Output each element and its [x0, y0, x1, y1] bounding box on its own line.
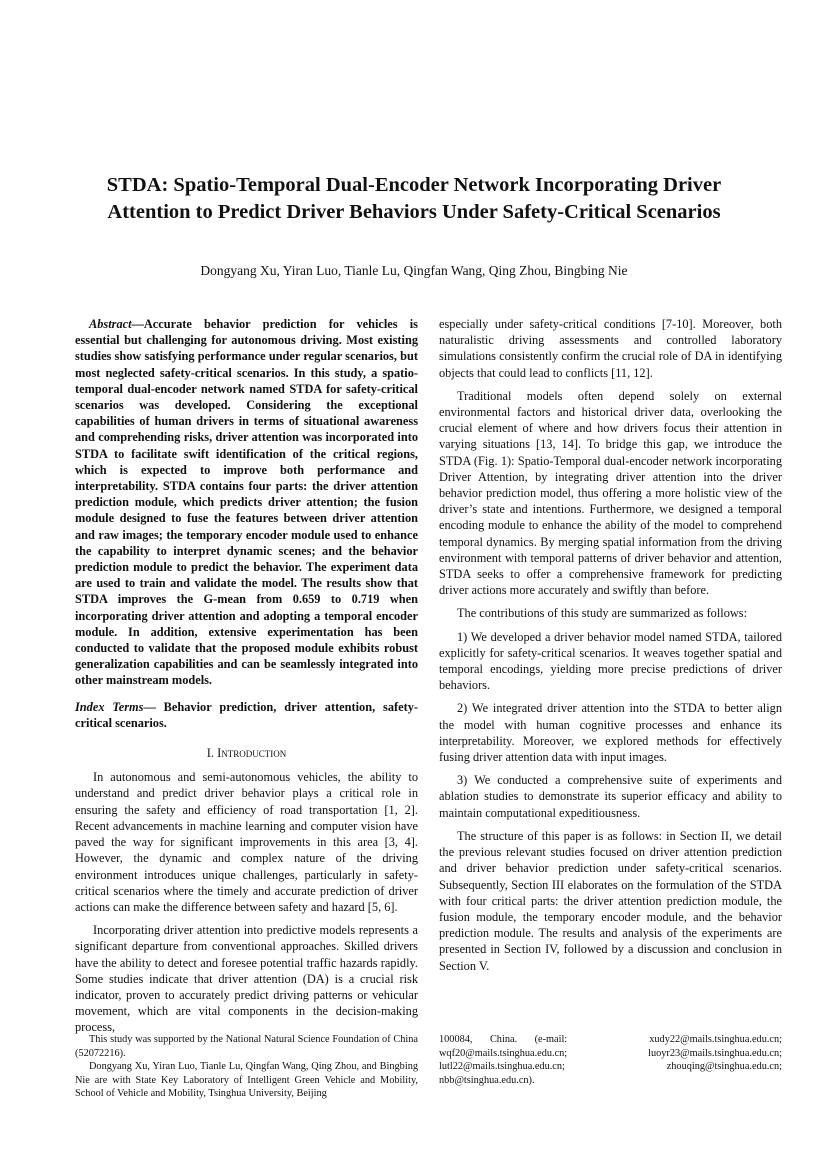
email-line-1-left [439, 1033, 567, 1047]
footnote-affiliation: Dongyang Xu, Yiran Luo, Tianle Lu, Qingfan Wang, Qing Zhou, and Bingbing Nie are with State Key Laboratory of Intelligent Green Vehicle and Mobility, School of Vehicle and Mobility, Tsinghua University, Beijing [75, 1061, 418, 1100]
left-column [75, 316, 418, 1043]
email-open: (e-mail: [534, 1034, 568, 1045]
paragraph: especially under safety-critical conditions [7-10]. Moreover, both naturalistic driving assessments and controlled laboratory simulations consistently confirm the crucial role of DA in identifying objects that could lead to conflicts [11, 12]. [439, 317, 782, 380]
abstract-text: Accurate behavior prediction for vehicles is essential but challenging for autonomous driving. Most existing studies show satisfying performance under regular scenarios, but most neglected safety-critical scenarios. In this study, a spatio-temporal dual-encoder network named STDA for safety-critical scenarios was developed. Considering the exceptional capabilities of human drivers in terms of situational awareness and comprehending risks, driver attention was incorporated into STDA to facilitate swift identification of the critical regions, which is expected to improve both performance and interpretability. STDA contains four parts: the driver attention prediction module, which predicts driver attention; the fusion module designed to fuse the features between driver attention and raw images; the temporary encoder module used to enhance the capability to interpret dynamic scenes; and the behavior prediction module to predict the behavior. The experiment data are used to train and validate the model. The results show that STDA improves the G-mean from 0.659 to 0.719 when incorporating driver attention and adopting a temporal encoder module. In addition, extensive experimentation has been conducted to validate that the proposed module exhibits robust generalization capabilities and can be seamlessly integrated into other mainstream models. [75, 317, 418, 688]
contribution-item: 3) We conducted a comprehensive suite of experiments and ablation studies to demonstrate its superior efficacy and ability to maintain computational expeditiousness. [439, 773, 782, 820]
index-terms [75, 699, 418, 731]
email-address: lutl22@mails.tsinghua.edu.cn; [439, 1061, 565, 1073]
email-address: luoyr23@mails.tsinghua.edu.cn; [648, 1047, 782, 1059]
footnote-right [439, 1033, 782, 1087]
section-title: Introduction [217, 746, 287, 761]
author-list: Dongyang Xu, Yiran Luo, Tianle Lu, Qingfan Wang, Qing Zhou, Bingbing Nie [200, 263, 628, 278]
abstract [75, 316, 418, 689]
email-address: nbb@tsinghua.edu.cn). [439, 1074, 535, 1086]
abstract-dash: — [131, 317, 144, 331]
email-block [439, 1033, 782, 1087]
paragraph: Traditional models often depend solely on external environmental factors and historical driver data, overlooking the crucial element of where and how drivers focus their attention in varying situations [13, 14]. To bridge this gap, we introduce the STDA (Fig. 1): Spatio-Temporal dual-encoder network incorporating Driver Attention, by integrating driver attention into the driver behavior prediction model, thus offering a more holistic view of the driver’s state and intentions. Furthermore, we designed a temporal encoding module to enhance the ability of the model to comprehend temporal dynamics. By merging spatial information from the driving environment with temporal patterns of driver behavior and attention, STDA seeks to offer a comprehensive framework for predicting driver actions more accurately and swiftly than before. [439, 388, 782, 598]
footnote-funding: This study was supported by the National Natural Science Foundation of China (52072216). [75, 1034, 418, 1059]
footnote-left [75, 1033, 418, 1101]
index-terms-label: Index Terms [75, 699, 144, 714]
paragraph: In autonomous and semi-autonomous vehicles, the ability to understand and predict driver behavior plays a critical role in ensuring the safety and efficiency of road transportation [1, 2]. Recent advancements in machine learning and computer vision have paved the way for significant improvements in this area [3, 4]. However, the dynamic and complex nature of the driving environment introduces unique challenges, particularly in safety-critical scenarios where the timely and accurate prediction of driver actions can make the difference between safety and hazard [5, 6]. [75, 770, 418, 914]
paragraph: The structure of this paper is as follows: in Section II, we detail the previous relevant studies focused on driver attention prediction and driver behavior prediction under safety-critical scenarios. Subsequently, Section III elaborates on the formulation of the STDA with four critical parts: the driver attention prediction module, the fusion module, the temporary encoder module, and the behavior prediction module. The results and analysis of the experiments are presented in Section IV, followed by a discussion and conclusion in Section V. [439, 828, 782, 973]
paragraph: Incorporating driver attention into predictive models represents a significant departure from conventional approaches. Skilled drivers have the ability to detect and foresee potential traffic hazards rapidly. Some studies indicate that driver attention (DA) is a crucial risk indicator, proven to accurately predict driving patterns or vehicular movement, which are vital components in the decision-making process, [75, 923, 418, 1035]
section-heading-introduction [75, 745, 418, 761]
email-address: xudy22@mails.tsinghua.edu.cn; [649, 1034, 782, 1045]
right-column [439, 316, 782, 981]
abstract-label: Abstract [89, 317, 132, 331]
email-address: zhouqing@tsinghua.edu.cn; [666, 1061, 782, 1073]
paper-title: STDA: Spatio-Temporal Dual-Encoder Network Incorporating Driver Attention to Predict Driver Behaviors Under Safety-Critical Scenarios [106, 174, 722, 223]
country: China. [489, 1034, 518, 1045]
contribution-item: 1) We developed a driver behavior model named STDA, tailored explicitly for safety-critical scenarios. It weaves together spatial and temporal encodings, yielding more precise predictions of driver behaviors. [439, 629, 782, 693]
section-number: I. [206, 746, 214, 761]
index-terms-text: — Behavior prediction, driver attention, safety-critical scenarios. [75, 699, 419, 730]
paragraph: The contributions of this study are summarized as follows: [457, 606, 748, 621]
postcode: 100084, [439, 1034, 473, 1045]
contribution-item: 2) We integrated driver attention into the STDA to better align the model with human cognitive processes and enhance its interpretability. Moreover, we explored methods for effectively fusing driver attention data with input images. [439, 701, 782, 765]
email-address: wqf20@mails.tsinghua.edu.cn; [439, 1047, 568, 1059]
